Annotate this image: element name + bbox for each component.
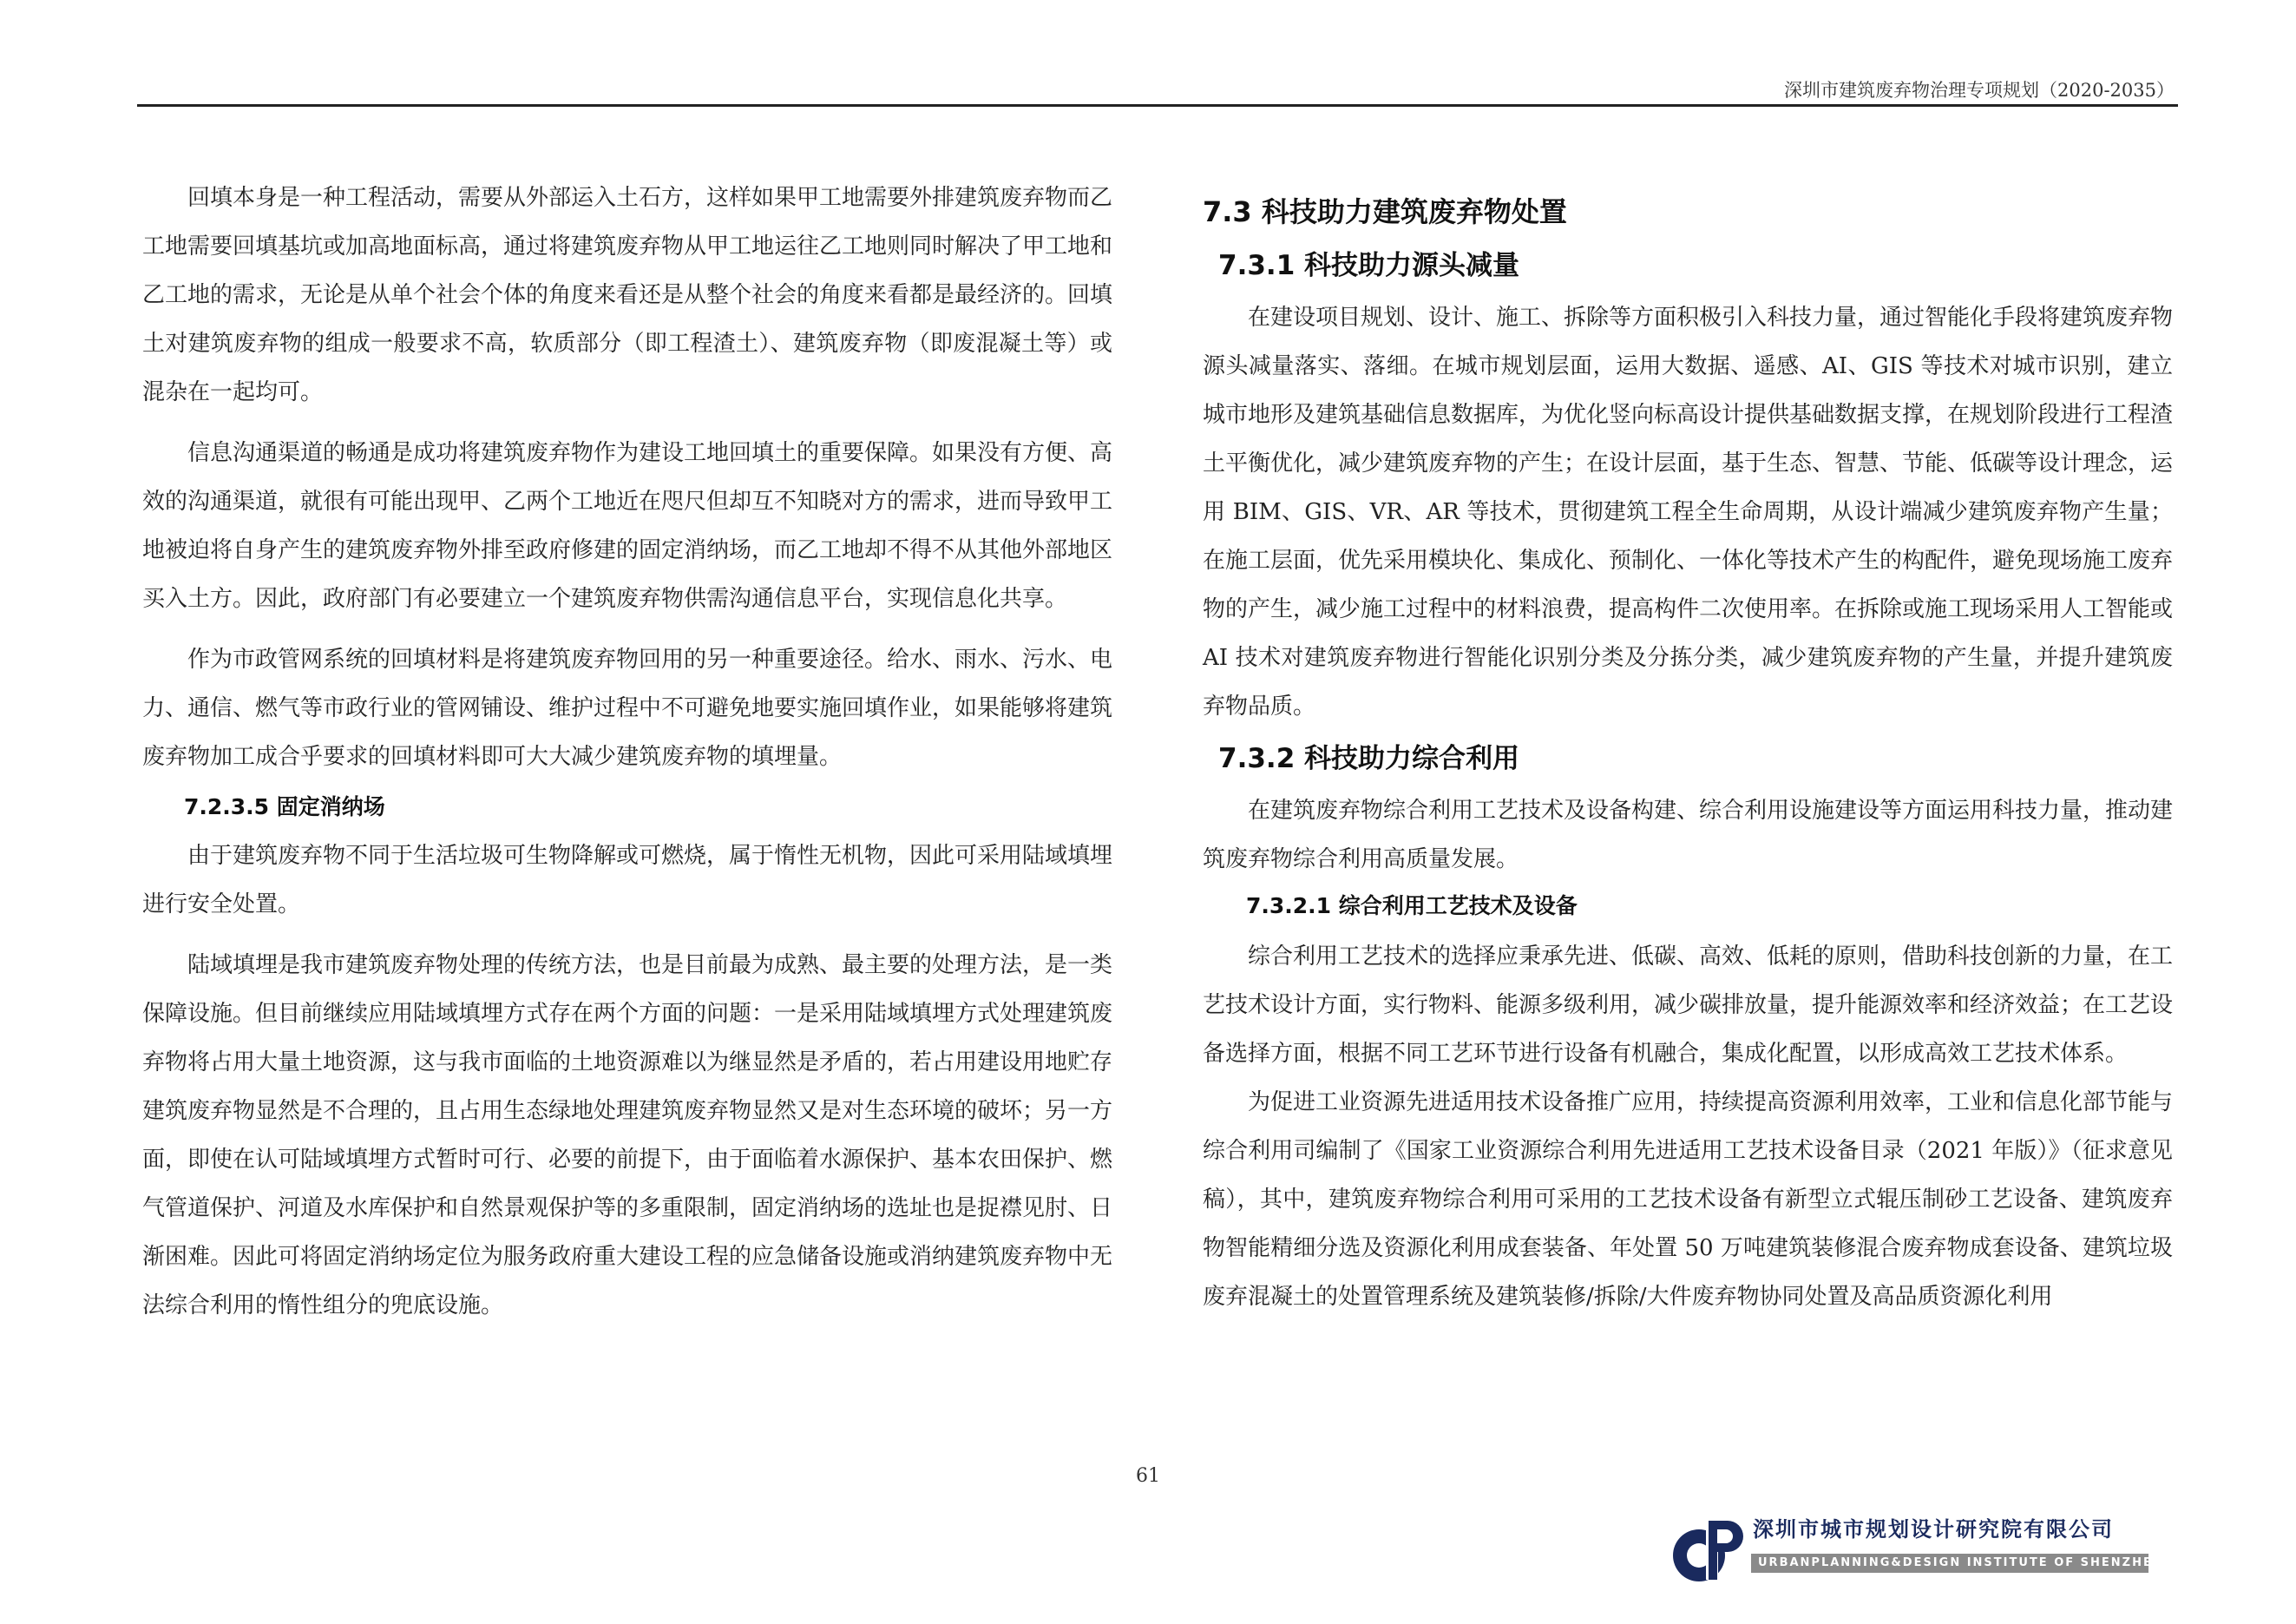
institute-name-cn: 深圳市城市规划设计研究院有限公司 (1753, 1517, 2114, 1542)
right-paragraph-1: 在建设项目规划、设计、施工、拆除等方面积极引入科技力量，通过智能化手段将建筑废弃物源头减量落实、落细。在城市规划层面，运用大数据、遥感、AI、GIS 等技术对城市识别，建立城市地形及建筑基础信息数据库，为优化竖向标高设计提供基础数据支撑，在规划阶段进行工程渣土平衡优化，减少建筑废弃物的产生；在设计层面，基于生态、智慧、节能、低碳等设计理念，运用 BIM、GIS、VR、AR 等技术，贯彻建筑工程全生命周期，从设计端减少建筑废弃物产生量；在施工层面，优先采用模块化、集成化、预制化、一体化等技术产生的构配件，避免现场施工废弃物的产生，减少施工过程中的材料浪费，提高构件二次使用率。在拆除或施工现场采用人工智能或 AI 技术对建筑废弃物进行智能化识别分类及分拣分类，减少建筑废弃物的产生量，并提升建筑废弃物品质。 (1203, 305, 2174, 720)
left-paragraph-3: 作为市政管网系统的回填材料是将建筑废弃物回用的另一种重要途径。给水、雨水、污水、电力、通信、燃气等市政行业的管网铺设、维护过程中不可避免地要实施回填作业，如果能够将建筑废弃物加工成合乎要求的回填材料即可大大减少建筑废弃物的填埋量。 (142, 647, 1113, 770)
right-paragraph-2: 在建筑废弃物综合利用工艺技术及设备构建、综合利用设施建设等方面运用科技力量，推动建筑废弃物综合利用高质量发展。 (1203, 798, 2174, 872)
page-number: 61 (1136, 1465, 1160, 1487)
heading-7-3: 7.3 科技助力建筑废弃物处置 (1203, 195, 1567, 228)
left-paragraph-2: 信息沟通渠道的畅通是成功将建筑废弃物作为建设工地回填土的重要保障。如果没有方便、高效的沟通渠道，就很有可能出现甲、乙两个工地近在咫尺但却互不知晓对方的需求，进而导致甲工地被迫将自身产生的建筑废弃物外排至政府修建的固定消纳场，而乙工地却不得不从其他外部地区买入土方。因此，政府部门有必要建立一个建筑废弃物供需沟通信息平台，实现信息化共享。 (142, 440, 1113, 612)
left-paragraph-5: 陆域填埋是我市建筑废弃物处理的传统方法，也是目前最为成熟、最主要的处理方法，是一类保障设施。但目前继续应用陆域填埋方式存在两个方面的问题：一是采用陆域填埋方式处理建筑废弃物将占用大量土地资源，这与我市面临的土地资源难以为继显然是矛盾的，若占用建设用地贮存建筑废弃物显然是不合理的，且占用生态绿地处理建筑废弃物显然又是对生态环境的破坏；另一方面，即使在认可陆域填埋方式暂时可行、必要的前提下，由于面临着水源保护、基本农田保护、燃气管道保护、河道及水库保护和自然景观保护等的多重限制，固定消纳场的选址也是捉襟见肘、日渐困难。因此可将固定消纳场定位为服务政府重大建设工程的应急储备设施或消纳建筑废弃物中无法综合利用的惰性组分的兜底设施。 (142, 952, 1113, 1318)
header-rule (137, 104, 2178, 107)
heading-7-3-2: 7.3.2 科技助力综合利用 (1218, 743, 1520, 774)
heading-7-2-3-5: 7.2.3.5 固定消纳场 (184, 794, 385, 819)
left-column (142, 174, 1112, 1342)
institute-logo-mark-icon (1664, 1509, 1744, 1588)
running-header-title: 深圳市建筑废弃物治理专项规划（2020-2035） (1784, 80, 2175, 101)
left-paragraph-1: 回填本身是一种工程活动，需要从外部运入土石方，这样如果甲工地需要外排建筑废弃物而乙工地需要回填基坑或加高地面标高，通过将建筑废弃物从甲工地运往乙工地则同时解决了甲工地和乙工地的需求，无论是从单个社会个体的角度来看还是从整个社会的角度来看都是最经济的。回填土对建筑废弃物的组成一般要求不高，软质部分（即工程渣土）、建筑废弃物（即废混凝土等）或混杂在一起均可。 (142, 185, 1113, 405)
right-column (1203, 174, 2173, 1321)
institute-name-en: URBANPLANNING&DESIGN INSTITUTE OF SHENZHEN (1758, 1556, 2164, 1569)
heading-7-3-1: 7.3.1 科技助力源头减量 (1218, 250, 1520, 281)
institute-name-en-bar (1751, 1554, 2164, 1573)
right-paragraph-3: 综合利用工艺技术的选择应秉承先进、低碳、高效、低耗的原则，借助科技创新的力量，在工艺技术设计方面，实行物料、能源多级利用，减少碳排放量，提升能源效率和经济效益；在工艺设备选择方面，根据不同工艺环节进行设备有机融合，集成化配置，以形成高效工艺技术体系。 (1203, 943, 2174, 1067)
left-paragraph-4: 由于建筑废弃物不同于生活垃圾可生物降解或可燃烧，属于惰性无机物，因此可采用陆域填埋进行安全处置。 (142, 843, 1113, 917)
right-paragraph-4: 为促进工业资源先进适用技术设备推广应用，持续提高资源利用效率，工业和信息化部节能与综合利用司编制了《国家工业资源综合利用先进适用工艺技术设备目录（2021 年版）》（征求意见稿），其中，建筑废弃物综合利用可采用的工艺技术设备有新型立式辊压制砂工艺设备、建筑废弃物智能精细分选及资源化利用成套装备、年处置 50 万吨建筑装修混合废弃物成套设备、建筑垃圾废弃混凝土的处置管理系统及建筑装修/拆除/大件废弃物协同处置及高品质资源化利用 (1203, 1089, 2174, 1310)
heading-7-3-2-1: 7.3.2.1 综合利用工艺技术及设备 (1246, 893, 1578, 918)
institute-logo (1664, 1509, 2164, 1588)
